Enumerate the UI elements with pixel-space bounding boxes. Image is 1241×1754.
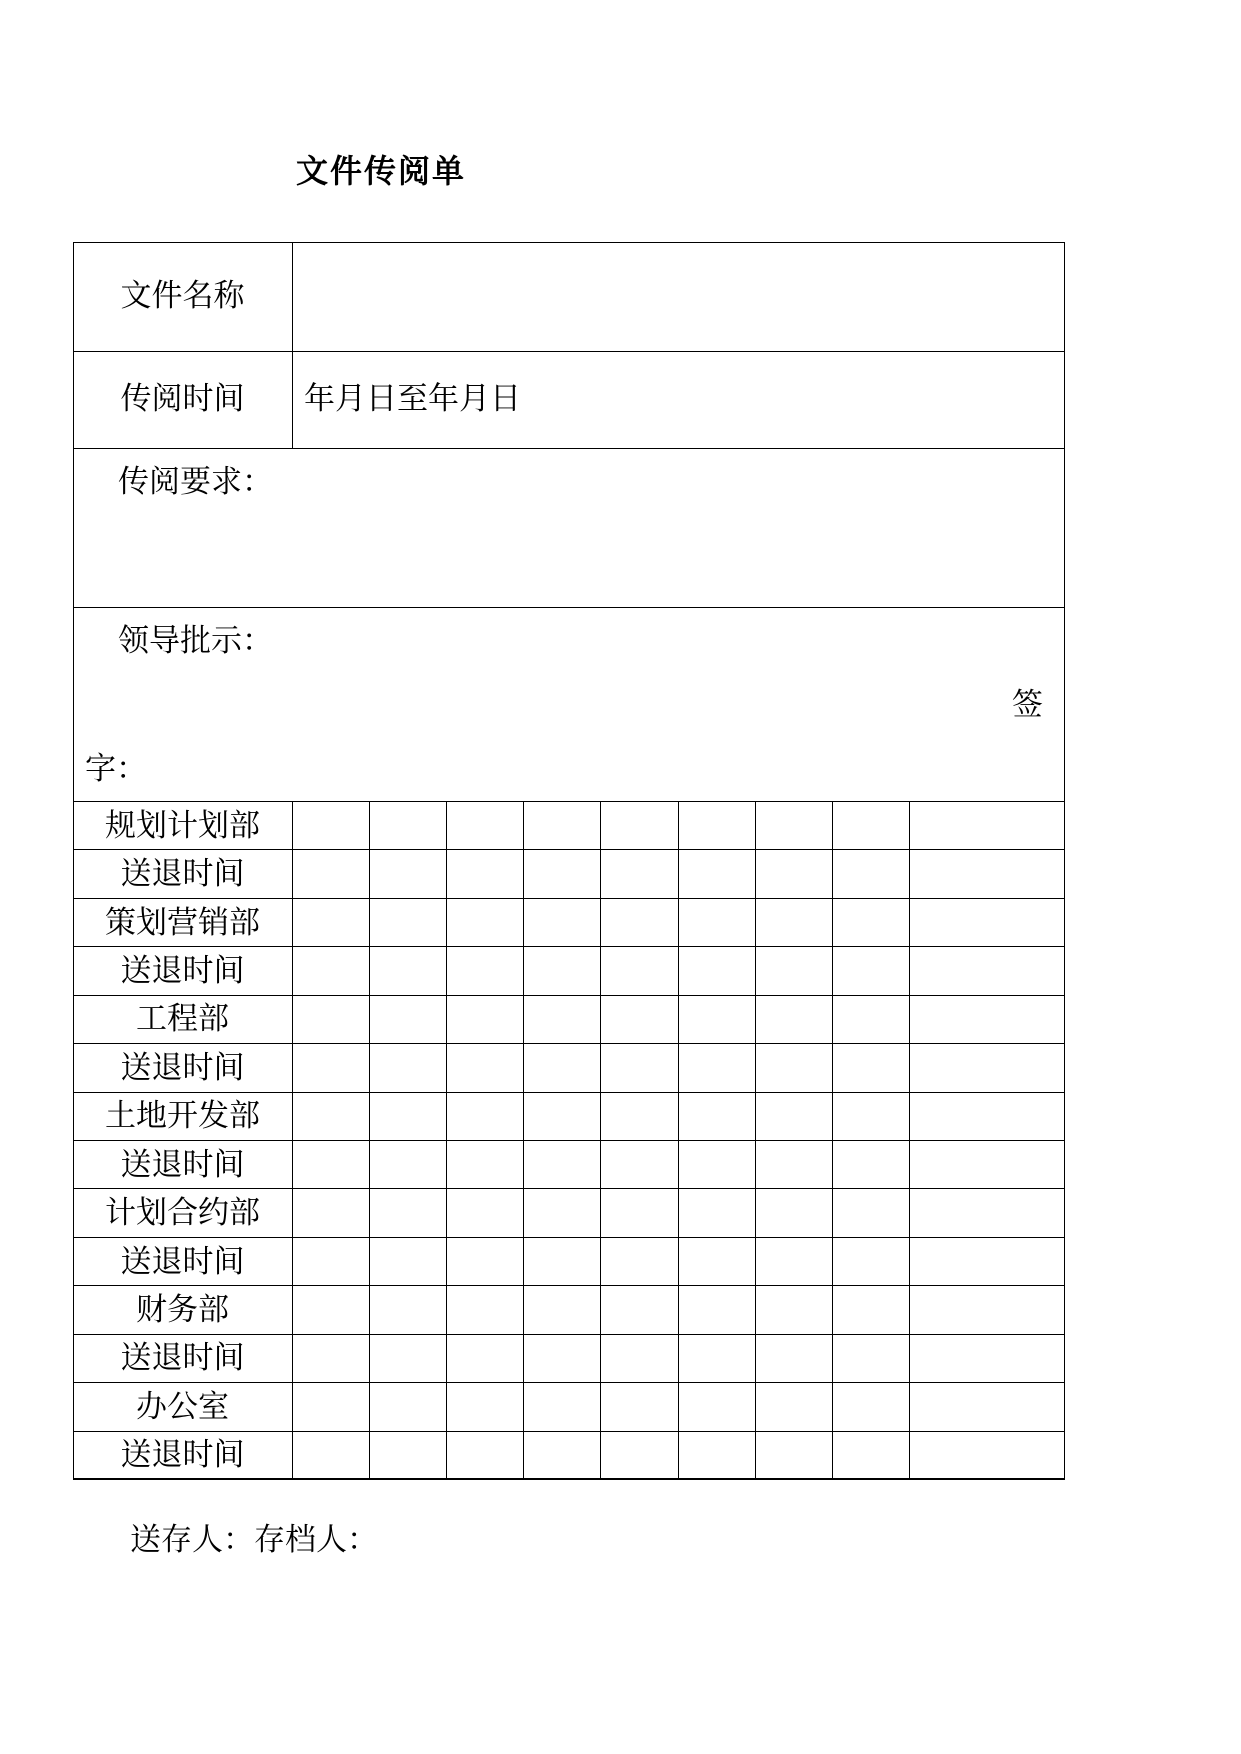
file-name-label: 文件名称: [120, 278, 245, 314]
routing-cell[interactable]: [601, 996, 678, 1043]
routing-cell[interactable]: [447, 1238, 523, 1285]
department-row-label: 财务部: [136, 1292, 229, 1328]
routing-cell[interactable]: [524, 1383, 600, 1430]
department-row-label: 土地开发部: [105, 1098, 260, 1134]
routing-cell[interactable]: [293, 996, 369, 1043]
routing-cell[interactable]: [910, 1238, 1064, 1285]
routing-cell[interactable]: [833, 1432, 909, 1479]
routing-cell[interactable]: [679, 1141, 755, 1188]
routing-cell[interactable]: [756, 1335, 832, 1382]
routing-cell[interactable]: [601, 802, 678, 849]
routing-cell[interactable]: [910, 1093, 1064, 1140]
routing-cell[interactable]: [679, 1432, 755, 1479]
routing-cell[interactable]: [370, 802, 446, 849]
routing-cell[interactable]: [524, 1286, 600, 1333]
routing-cell[interactable]: [679, 1383, 755, 1430]
routing-cell[interactable]: [601, 1432, 678, 1479]
department-row-label: 计划合约部: [105, 1195, 260, 1231]
routing-cell[interactable]: [833, 1238, 909, 1285]
routing-cell[interactable]: [293, 850, 369, 897]
routing-cell[interactable]: [910, 1432, 1064, 1479]
routing-cell[interactable]: [601, 899, 678, 946]
routing-cell[interactable]: [833, 1093, 909, 1140]
routing-cell[interactable]: [910, 802, 1064, 849]
routing-cell[interactable]: [370, 1093, 446, 1140]
routing-cell[interactable]: [756, 1044, 832, 1091]
routing-cell[interactable]: [910, 1141, 1064, 1188]
routing-cell[interactable]: [293, 1044, 369, 1091]
routing-cell[interactable]: [601, 1044, 678, 1091]
routing-cell[interactable]: [524, 1189, 600, 1236]
routing-cell[interactable]: [447, 1286, 523, 1333]
routing-cell[interactable]: [524, 1238, 600, 1285]
circulation-time-label: 传阅时间: [120, 381, 245, 417]
routing-cell[interactable]: [833, 1286, 909, 1333]
routing-cell[interactable]: [679, 899, 755, 946]
routing-cell[interactable]: [447, 1044, 523, 1091]
routing-cell[interactable]: [601, 1238, 678, 1285]
archiver-label: 存档人：: [254, 1522, 378, 1558]
routing-cell[interactable]: [756, 899, 832, 946]
routing-cell[interactable]: [293, 1383, 369, 1430]
table-top-border: [73, 242, 1065, 243]
routing-cell[interactable]: [601, 1093, 678, 1140]
signature-label-part2: 字：: [85, 751, 147, 787]
routing-cell[interactable]: [601, 1335, 678, 1382]
routing-cell[interactable]: [679, 1286, 755, 1333]
routing-cell[interactable]: [833, 1383, 909, 1430]
routing-cell[interactable]: [756, 1383, 832, 1430]
routing-cell[interactable]: [370, 1335, 446, 1382]
routing-cell[interactable]: [293, 1093, 369, 1140]
routing-cell[interactable]: [756, 947, 832, 994]
routing-cell[interactable]: [910, 1383, 1064, 1430]
routing-cell[interactable]: [833, 1044, 909, 1091]
routing-cell[interactable]: [370, 1189, 446, 1236]
routing-cell[interactable]: [756, 850, 832, 897]
routing-cell[interactable]: [370, 1432, 446, 1479]
routing-cell[interactable]: [833, 899, 909, 946]
routing-cell[interactable]: [293, 1286, 369, 1333]
routing-cell[interactable]: [833, 1141, 909, 1188]
row-divider: [73, 351, 1065, 352]
routing-cell[interactable]: [601, 1189, 678, 1236]
routing-cell[interactable]: [370, 1044, 446, 1091]
routing-cell[interactable]: [524, 1093, 600, 1140]
routing-cell[interactable]: [679, 996, 755, 1043]
routing-cell[interactable]: [447, 850, 523, 897]
signature-label-part1: 签: [1012, 687, 1043, 723]
routing-cell[interactable]: [679, 1189, 755, 1236]
department-row-label: 送退时间: [120, 1147, 245, 1183]
leader-comment-label: 领导批示：: [118, 623, 273, 659]
routing-cell[interactable]: [756, 1141, 832, 1188]
routing-cell[interactable]: [756, 1189, 832, 1236]
circulation-time-value[interactable]: 年月日至年月日: [304, 381, 521, 417]
routing-cell[interactable]: [447, 1383, 523, 1430]
routing-cell[interactable]: [524, 996, 600, 1043]
routing-cell[interactable]: [447, 899, 523, 946]
routing-cell[interactable]: [524, 1044, 600, 1091]
routing-cell[interactable]: [447, 802, 523, 849]
routing-cell[interactable]: [293, 1238, 369, 1285]
routing-cell[interactable]: [679, 1044, 755, 1091]
routing-cell[interactable]: [601, 850, 678, 897]
routing-cell[interactable]: [679, 802, 755, 849]
routing-cell[interactable]: [293, 1335, 369, 1382]
routing-cell[interactable]: [370, 1383, 446, 1430]
table-right-border: [1064, 242, 1065, 1480]
routing-cell[interactable]: [447, 1093, 523, 1140]
routing-cell[interactable]: [447, 996, 523, 1043]
routing-cell[interactable]: [756, 1238, 832, 1285]
routing-cell[interactable]: [910, 1189, 1064, 1236]
routing-cell[interactable]: [833, 850, 909, 897]
routing-cell[interactable]: [370, 899, 446, 946]
routing-cell[interactable]: [524, 802, 600, 849]
department-row-label: 送退时间: [120, 953, 245, 989]
routing-cell[interactable]: [370, 947, 446, 994]
routing-cell[interactable]: [910, 850, 1064, 897]
department-row-label: 送退时间: [120, 1244, 245, 1280]
routing-cell[interactable]: [679, 1093, 755, 1140]
routing-cell[interactable]: [370, 1141, 446, 1188]
routing-cell[interactable]: [756, 1432, 832, 1479]
routing-cell[interactable]: [833, 1189, 909, 1236]
routing-cell[interactable]: [679, 1238, 755, 1285]
routing-cell[interactable]: [910, 899, 1064, 946]
department-row-label: 工程部: [136, 1001, 229, 1037]
routing-cell[interactable]: [910, 1335, 1064, 1382]
row-divider: [73, 607, 1065, 608]
routing-cell[interactable]: [370, 1286, 446, 1333]
department-row-label: 送退时间: [120, 1050, 245, 1086]
routing-cell[interactable]: [524, 1335, 600, 1382]
routing-cell[interactable]: [833, 947, 909, 994]
department-row-label: 策划营销部: [105, 905, 260, 941]
routing-cell[interactable]: [293, 899, 369, 946]
routing-cell[interactable]: [756, 1093, 832, 1140]
file-name-field[interactable]: [304, 281, 1044, 315]
label-column-divider: [292, 242, 293, 448]
routing-cell[interactable]: [370, 1238, 446, 1285]
routing-cell[interactable]: [601, 947, 678, 994]
routing-cell[interactable]: [756, 996, 832, 1043]
routing-cell[interactable]: [601, 1286, 678, 1333]
department-row-label: 送退时间: [120, 856, 245, 892]
routing-cell[interactable]: [910, 996, 1064, 1043]
routing-cell[interactable]: [833, 1335, 909, 1382]
department-row-label: 送退时间: [120, 1340, 245, 1376]
routing-cell[interactable]: [756, 802, 832, 849]
routing-cell[interactable]: [370, 996, 446, 1043]
routing-cell[interactable]: [447, 947, 523, 994]
routing-cell[interactable]: [679, 1335, 755, 1382]
routing-cell[interactable]: [679, 850, 755, 897]
routing-cell[interactable]: [293, 1432, 369, 1479]
routing-cell[interactable]: [447, 1189, 523, 1236]
department-row-label: 规划计划部: [105, 808, 260, 844]
routing-cell[interactable]: [910, 1044, 1064, 1091]
routing-cell[interactable]: [524, 1141, 600, 1188]
routing-cell[interactable]: [447, 1432, 523, 1479]
routing-cell[interactable]: [910, 947, 1064, 994]
routing-cell[interactable]: [679, 947, 755, 994]
routing-cell[interactable]: [833, 996, 909, 1043]
routing-cell[interactable]: [524, 1432, 600, 1479]
routing-cell[interactable]: [447, 1335, 523, 1382]
routing-cell[interactable]: [601, 1383, 678, 1430]
routing-cell[interactable]: [524, 947, 600, 994]
routing-cell[interactable]: [910, 1286, 1064, 1333]
routing-cell[interactable]: [293, 1141, 369, 1188]
routing-cell[interactable]: [601, 1141, 678, 1188]
routing-cell[interactable]: [293, 802, 369, 849]
routing-cell[interactable]: [833, 802, 909, 849]
department-row-label: 送退时间: [120, 1437, 245, 1473]
row-divider: [73, 448, 1065, 449]
routing-cell[interactable]: [524, 899, 600, 946]
department-row-label: 办公室: [136, 1389, 229, 1425]
requirements-label: 传阅要求：: [118, 464, 273, 500]
routing-cell[interactable]: [524, 850, 600, 897]
routing-cell[interactable]: [293, 947, 369, 994]
routing-cell[interactable]: [756, 1286, 832, 1333]
routing-cell[interactable]: [447, 1141, 523, 1188]
routing-cell[interactable]: [293, 1189, 369, 1236]
page-title: 文件传阅单: [296, 152, 467, 190]
routing-cell[interactable]: [370, 850, 446, 897]
sender-label: 送存人：: [130, 1522, 254, 1558]
footer: [130, 1514, 378, 1559]
